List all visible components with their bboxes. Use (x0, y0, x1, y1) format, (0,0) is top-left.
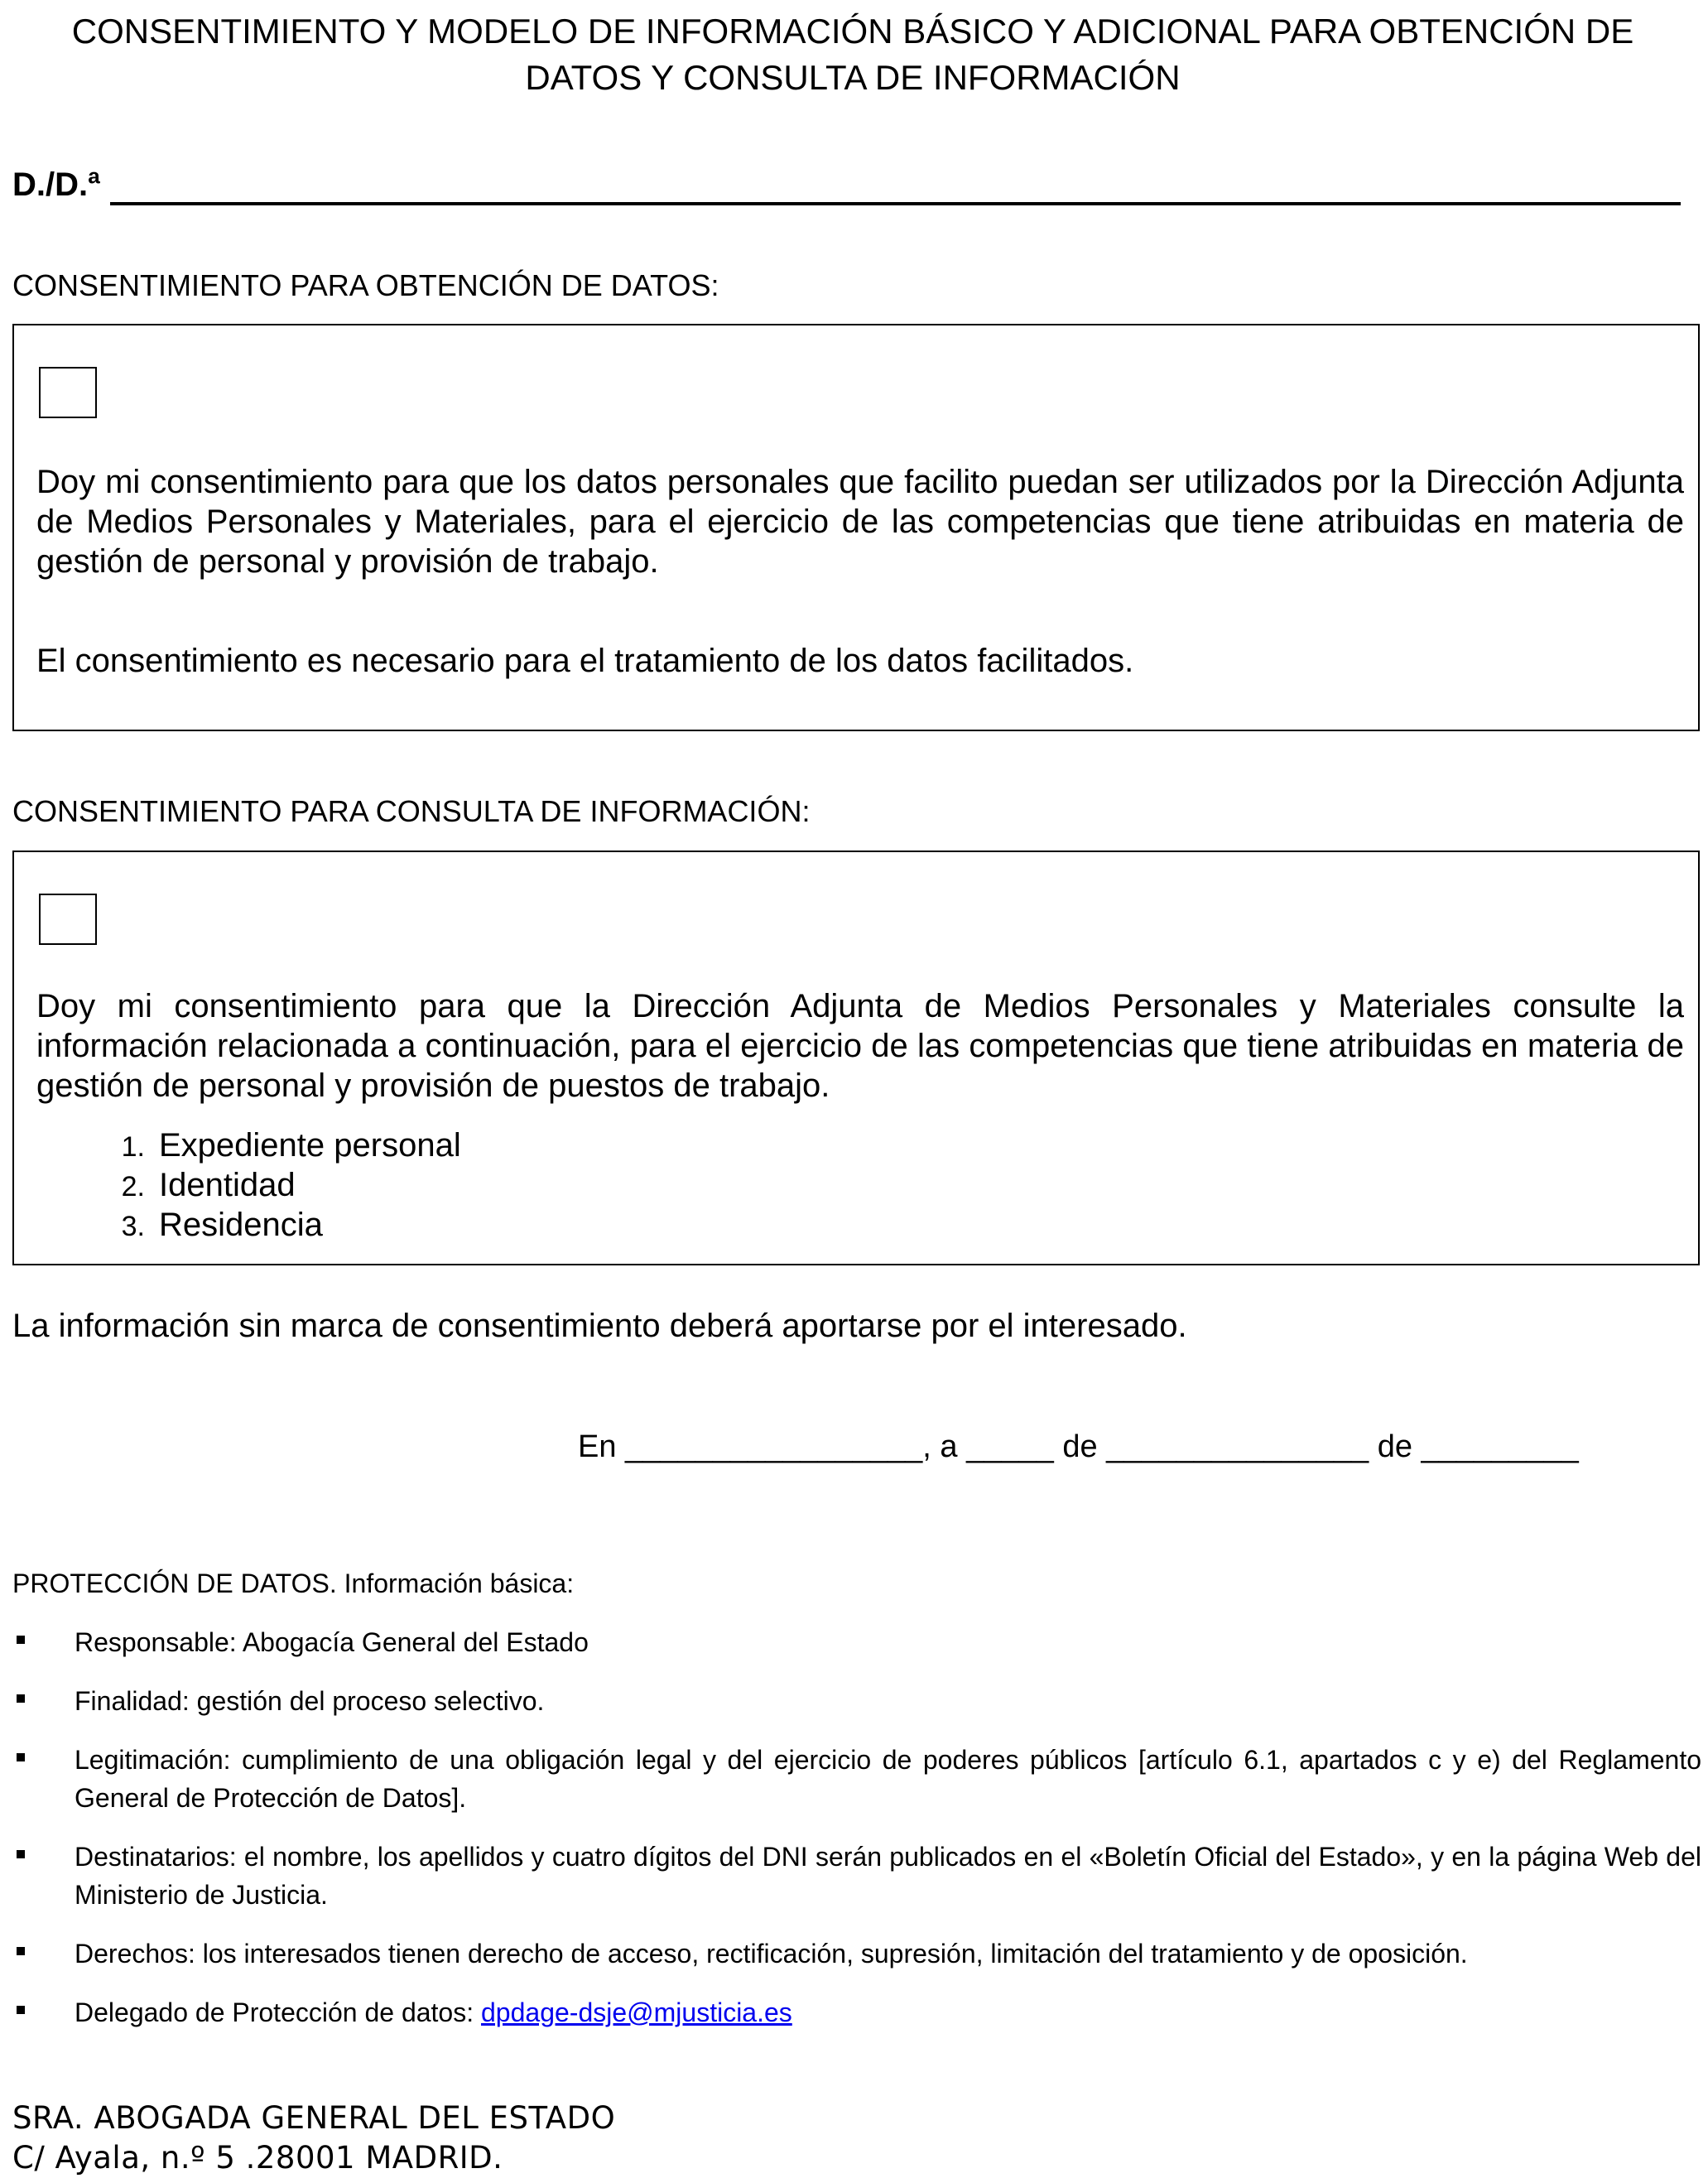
bullet-derechos: Derechos: los interesados tienen derecho de acceso, rectificación, supresión, limitación del tratamiento y de oposición. (75, 1939, 1468, 1969)
bullet-icon (17, 1753, 25, 1761)
data-collection-consent-box (12, 324, 1700, 731)
name-field-label: D./D.ª (12, 166, 100, 203)
bullet-legitimacion: Legitimación: cumplimiento de una obligación legal y del ejercicio de poderes públicos [artículo 6.1, apartados c y e) del Reglamento General de Protección de Datos]. (75, 1745, 1701, 1813)
data-collection-consent-text: Doy mi consentimiento para que los datos personales que facilito puedan ser utilizados por la Dirección Adjunta de Medios Personales y Materiales, para el ejercicio de las competencias que tiene atribuidas en materia de gestión de personal y provisión de trabajo. (36, 464, 1684, 580)
information-query-consent-box (12, 851, 1700, 1265)
data-collection-consent-checkbox[interactable] (39, 367, 97, 418)
list-item-number: 1. (121, 1131, 145, 1163)
address-street: C/ Ayala, n.º 5 .28001 MADRID. (12, 2140, 503, 2176)
data-collection-consent-note: El consentimiento es necesario para el tratamiento de los datos facilitados. (36, 643, 1134, 679)
bullet-destinatarios: Destinatarios: el nombre, los apellidos y cuatro dígitos del DNI serán publicados en el «Boletín Oficial del Estado», y en la página Web del Ministerio de Justicia. (75, 1842, 1701, 1910)
bullet-icon (17, 1636, 25, 1644)
bullet-delegado (75, 1993, 1701, 2031)
bullet-icon (17, 1694, 25, 1703)
address-recipient: SRA. ABOGADA GENERAL DEL ESTADO (12, 2100, 616, 2136)
bullet-icon (17, 2006, 25, 2014)
consent-note: La información sin marca de consentimiento deberá aportarse por el interesado. (12, 1308, 1187, 1344)
name-field-line[interactable] (110, 202, 1681, 205)
place-date-line[interactable]: En _________________, a _____ de _______________ de _________ (578, 1429, 1579, 1464)
data-protection-heading: PROTECCIÓN DE DATOS. Información básica: (12, 1569, 575, 1598)
bullet-icon (17, 1850, 25, 1858)
information-query-consent-checkbox[interactable] (39, 894, 97, 945)
dpo-label: Delegado de Protección de datos: (75, 1997, 481, 2027)
list-item-number: 2. (121, 1171, 145, 1202)
information-query-consent-text: Doy mi consentimiento para que la Dirección Adjunta de Medios Personales y Materiales consulte la información relacionada a continuación, para el ejercicio de las competencias que tiene atribuidas en materia de gestión de personal y provisión de puestos de trabajo. (36, 988, 1684, 1104)
data-collection-consent-heading: CONSENTIMIENTO PARA OBTENCIÓN DE DATOS: (12, 268, 719, 302)
list-item-number: 3. (121, 1211, 145, 1242)
information-query-consent-heading: CONSENTIMIENTO PARA CONSULTA DE INFORMACIÓN: (12, 794, 811, 828)
document-title: CONSENTIMIENTO Y MODELO DE INFORMACIÓN BÁSICO Y ADICIONAL PARA OBTENCIÓN DE DATOS Y CONSULTA DE INFORMACIÓN (71, 12, 1634, 97)
list-item-expediente-personal: Expediente personal (159, 1127, 461, 1164)
list-item-residencia: Residencia (159, 1207, 323, 1243)
bullet-finalidad: Finalidad: gestión del proceso selectivo. (75, 1686, 545, 1716)
bullet-icon (17, 1947, 25, 1955)
list-item-identidad: Identidad (159, 1167, 296, 1203)
bullet-responsable: Responsable: Abogacía General del Estado (75, 1627, 589, 1657)
dpo-email-link[interactable]: dpdage-dsje@mjusticia.es (481, 1997, 792, 2027)
